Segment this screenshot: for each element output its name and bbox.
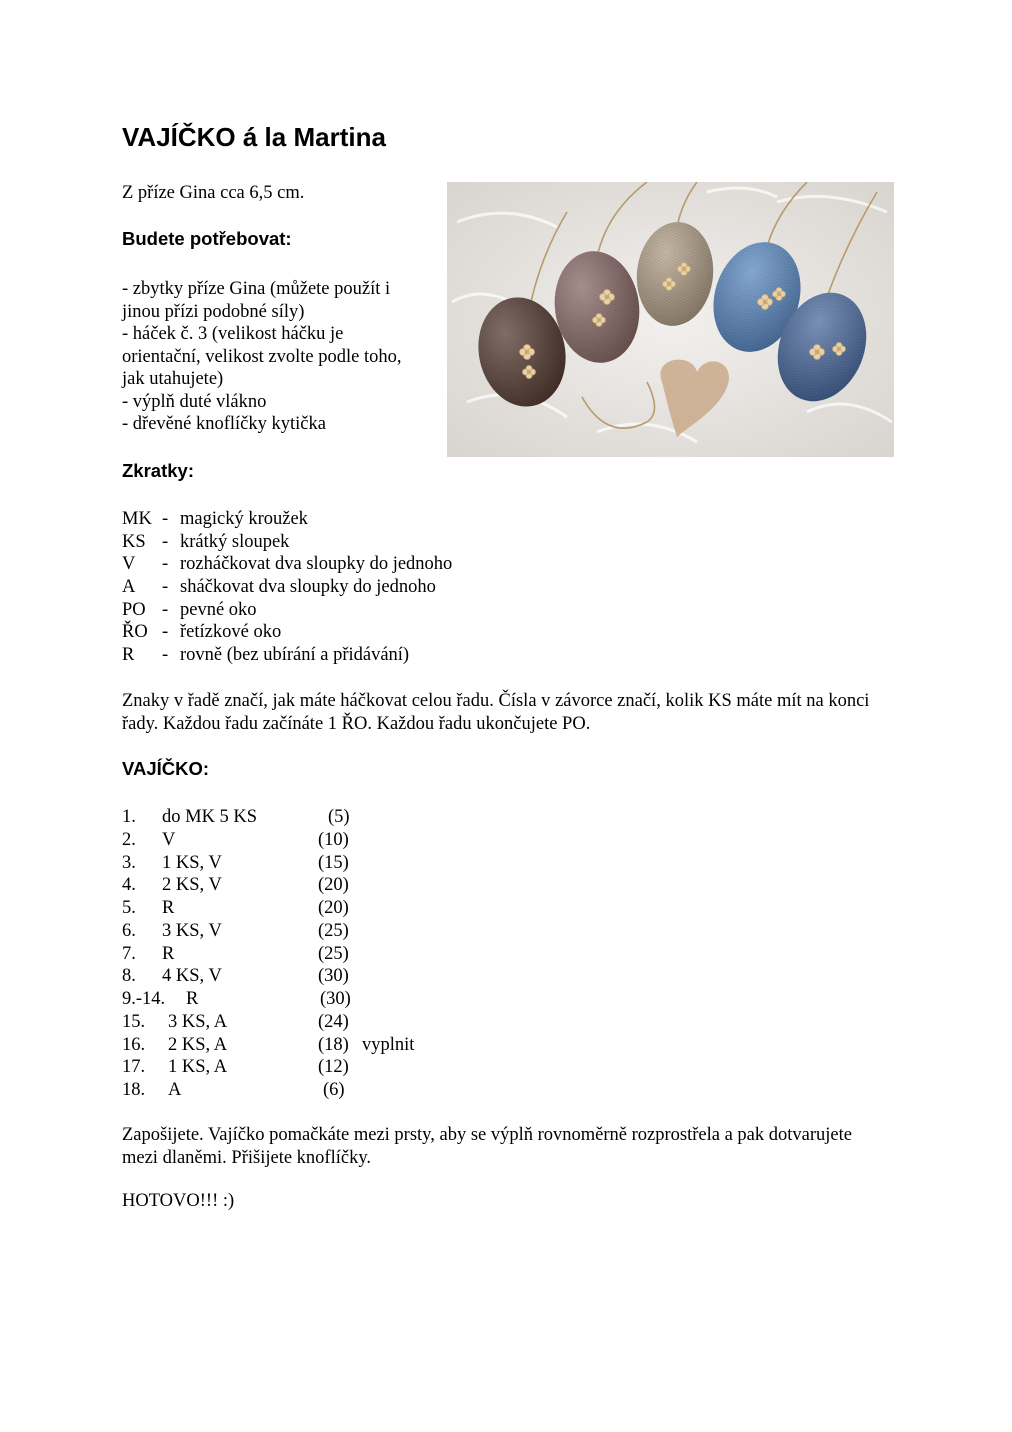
abbreviations-list (122, 508, 452, 667)
row-instruction: R (162, 943, 175, 964)
row-number: 4. (122, 875, 136, 896)
abbreviation-code: V (122, 554, 136, 575)
abbreviation-separator: - (162, 622, 169, 643)
egg-heading: VAJÍČKO: (122, 758, 210, 779)
row-stitch-count: (5) (328, 807, 350, 827)
row-instruction: 2 KS, V (162, 875, 222, 896)
row-stitch-count: (18) (318, 1034, 349, 1055)
row-stitch-count: (25) (318, 920, 349, 941)
abbreviation-separator: - (162, 531, 169, 552)
needs-line: - výplň duté vlákno (122, 391, 267, 412)
finishing-paragraph: Zapošijete. Vajíčko pomačkáte mezi prsty, aby se výplň rovnoměrně rozprostřela a pak dotvarujete mezi dlaněmi. Přišijete knoflíčky. (122, 1125, 852, 1168)
abbreviation-meaning: magický kroužek (180, 509, 308, 529)
row-instruction: 2 KS, A (168, 1034, 228, 1055)
row-stitch-count: (30) (318, 966, 349, 987)
signs-note-paragraph: Znaky v řadě značí, jak máte háčkovat celou řadu. Čísla v závorce značí, kolik KS máte mít na konci řady. Každou řadu začínáte 1 ŘO. Každou řadu ukončujete PO. (122, 691, 870, 734)
abbreviation-item (122, 508, 452, 531)
row-instruction: V (162, 829, 176, 850)
abbreviation-code: A (122, 577, 136, 598)
row-stitch-count: (6) (323, 1080, 345, 1100)
row-instruction: A (168, 1080, 182, 1100)
abbreviation-item (122, 576, 452, 599)
row-number: 15. (122, 1011, 146, 1032)
abbreviation-meaning: řetízkové oko (180, 622, 282, 643)
row-number: 2. (122, 829, 136, 850)
row-number: 3. (122, 852, 136, 873)
row-number: 17. (122, 1057, 146, 1078)
row-number: 16. (122, 1034, 146, 1055)
row-instruction: R (186, 989, 199, 1009)
row-instruction: 1 KS, V (162, 852, 222, 873)
row-note: vyplnit (362, 1034, 415, 1055)
row-number: 9.-14. (122, 989, 166, 1009)
abbreviation-separator: - (162, 645, 169, 666)
abbreviation-separator: - (162, 599, 169, 620)
needs-line: - dřevěné knoflíčky kytička (122, 414, 326, 434)
needs-line: - zbytky příze Gina (můžete použít i (122, 279, 391, 299)
row-instruction: do MK 5 KS (162, 807, 258, 827)
row-instruction: 3 KS, A (168, 1011, 228, 1032)
intro-text: Z příze Gina cca 6,5 cm. (122, 183, 305, 203)
row-stitch-count: (20) (318, 898, 349, 918)
row-number: 7. (122, 943, 136, 964)
abbreviation-meaning: sháčkovat dva sloupky do jednoho (180, 577, 436, 598)
row-stitch-count: (10) (318, 829, 349, 850)
needs-line: jinou přízi podobné síly) (122, 301, 305, 322)
abbreviation-meaning: rozháčkovat dva sloupky do jednoho (180, 554, 453, 575)
abbreviation-item (122, 644, 452, 667)
row-instruction: R (162, 898, 175, 918)
abbreviation-code: KS (122, 531, 146, 552)
done-text: HOTOVO!!! :) (122, 1191, 235, 1211)
abbreviation-item (122, 621, 452, 644)
abbreviation-separator: - (162, 554, 169, 575)
needs-line: jak utahujete) (122, 369, 224, 389)
abbreviation-code: MK (122, 509, 152, 529)
abbreviation-code: R (122, 645, 135, 666)
row-instruction: 3 KS, V (162, 920, 222, 941)
row-instruction: 4 KS, V (162, 966, 222, 987)
needs-list (122, 278, 402, 436)
needs-line: orientační, velikost zvolte podle toho, (122, 346, 402, 367)
row-number: 1. (122, 807, 136, 827)
document-title: VAJÍČKO á la Martina (122, 122, 386, 152)
abbreviation-item (122, 553, 452, 576)
abbreviation-separator: - (162, 577, 169, 598)
abbreviation-meaning: rovně (bez ubírání a přidávání) (180, 645, 410, 666)
row-stitch-count: (25) (318, 943, 349, 964)
row-number: 8. (122, 966, 136, 987)
row-number: 6. (122, 920, 136, 941)
row-stitch-count: (12) (318, 1057, 349, 1078)
row-stitch-count: (30) (320, 989, 351, 1009)
needs-heading: Budete potřebovat: (122, 228, 292, 249)
row-stitch-count: (15) (318, 852, 349, 873)
needs-line: - háček č. 3 (velikost háčku je (122, 324, 344, 344)
abbreviation-item (122, 531, 452, 554)
abbreviation-code: ŘO (122, 622, 148, 643)
row-stitch-count: (20) (318, 875, 349, 896)
row-stitch-count: (24) (318, 1011, 349, 1032)
abbreviation-separator: - (162, 509, 169, 529)
row-instruction: 1 KS, A (168, 1057, 228, 1078)
row-number: 18. (122, 1080, 146, 1100)
abbreviation-code: PO (122, 599, 146, 620)
eggs-photo (447, 182, 894, 457)
abbreviation-meaning: pevné oko (180, 599, 257, 620)
abbreviation-meaning: krátký sloupek (180, 531, 290, 552)
row-number: 5. (122, 898, 136, 918)
abbreviation-item (122, 599, 452, 622)
abbreviations-heading: Zkratky: (122, 460, 194, 481)
